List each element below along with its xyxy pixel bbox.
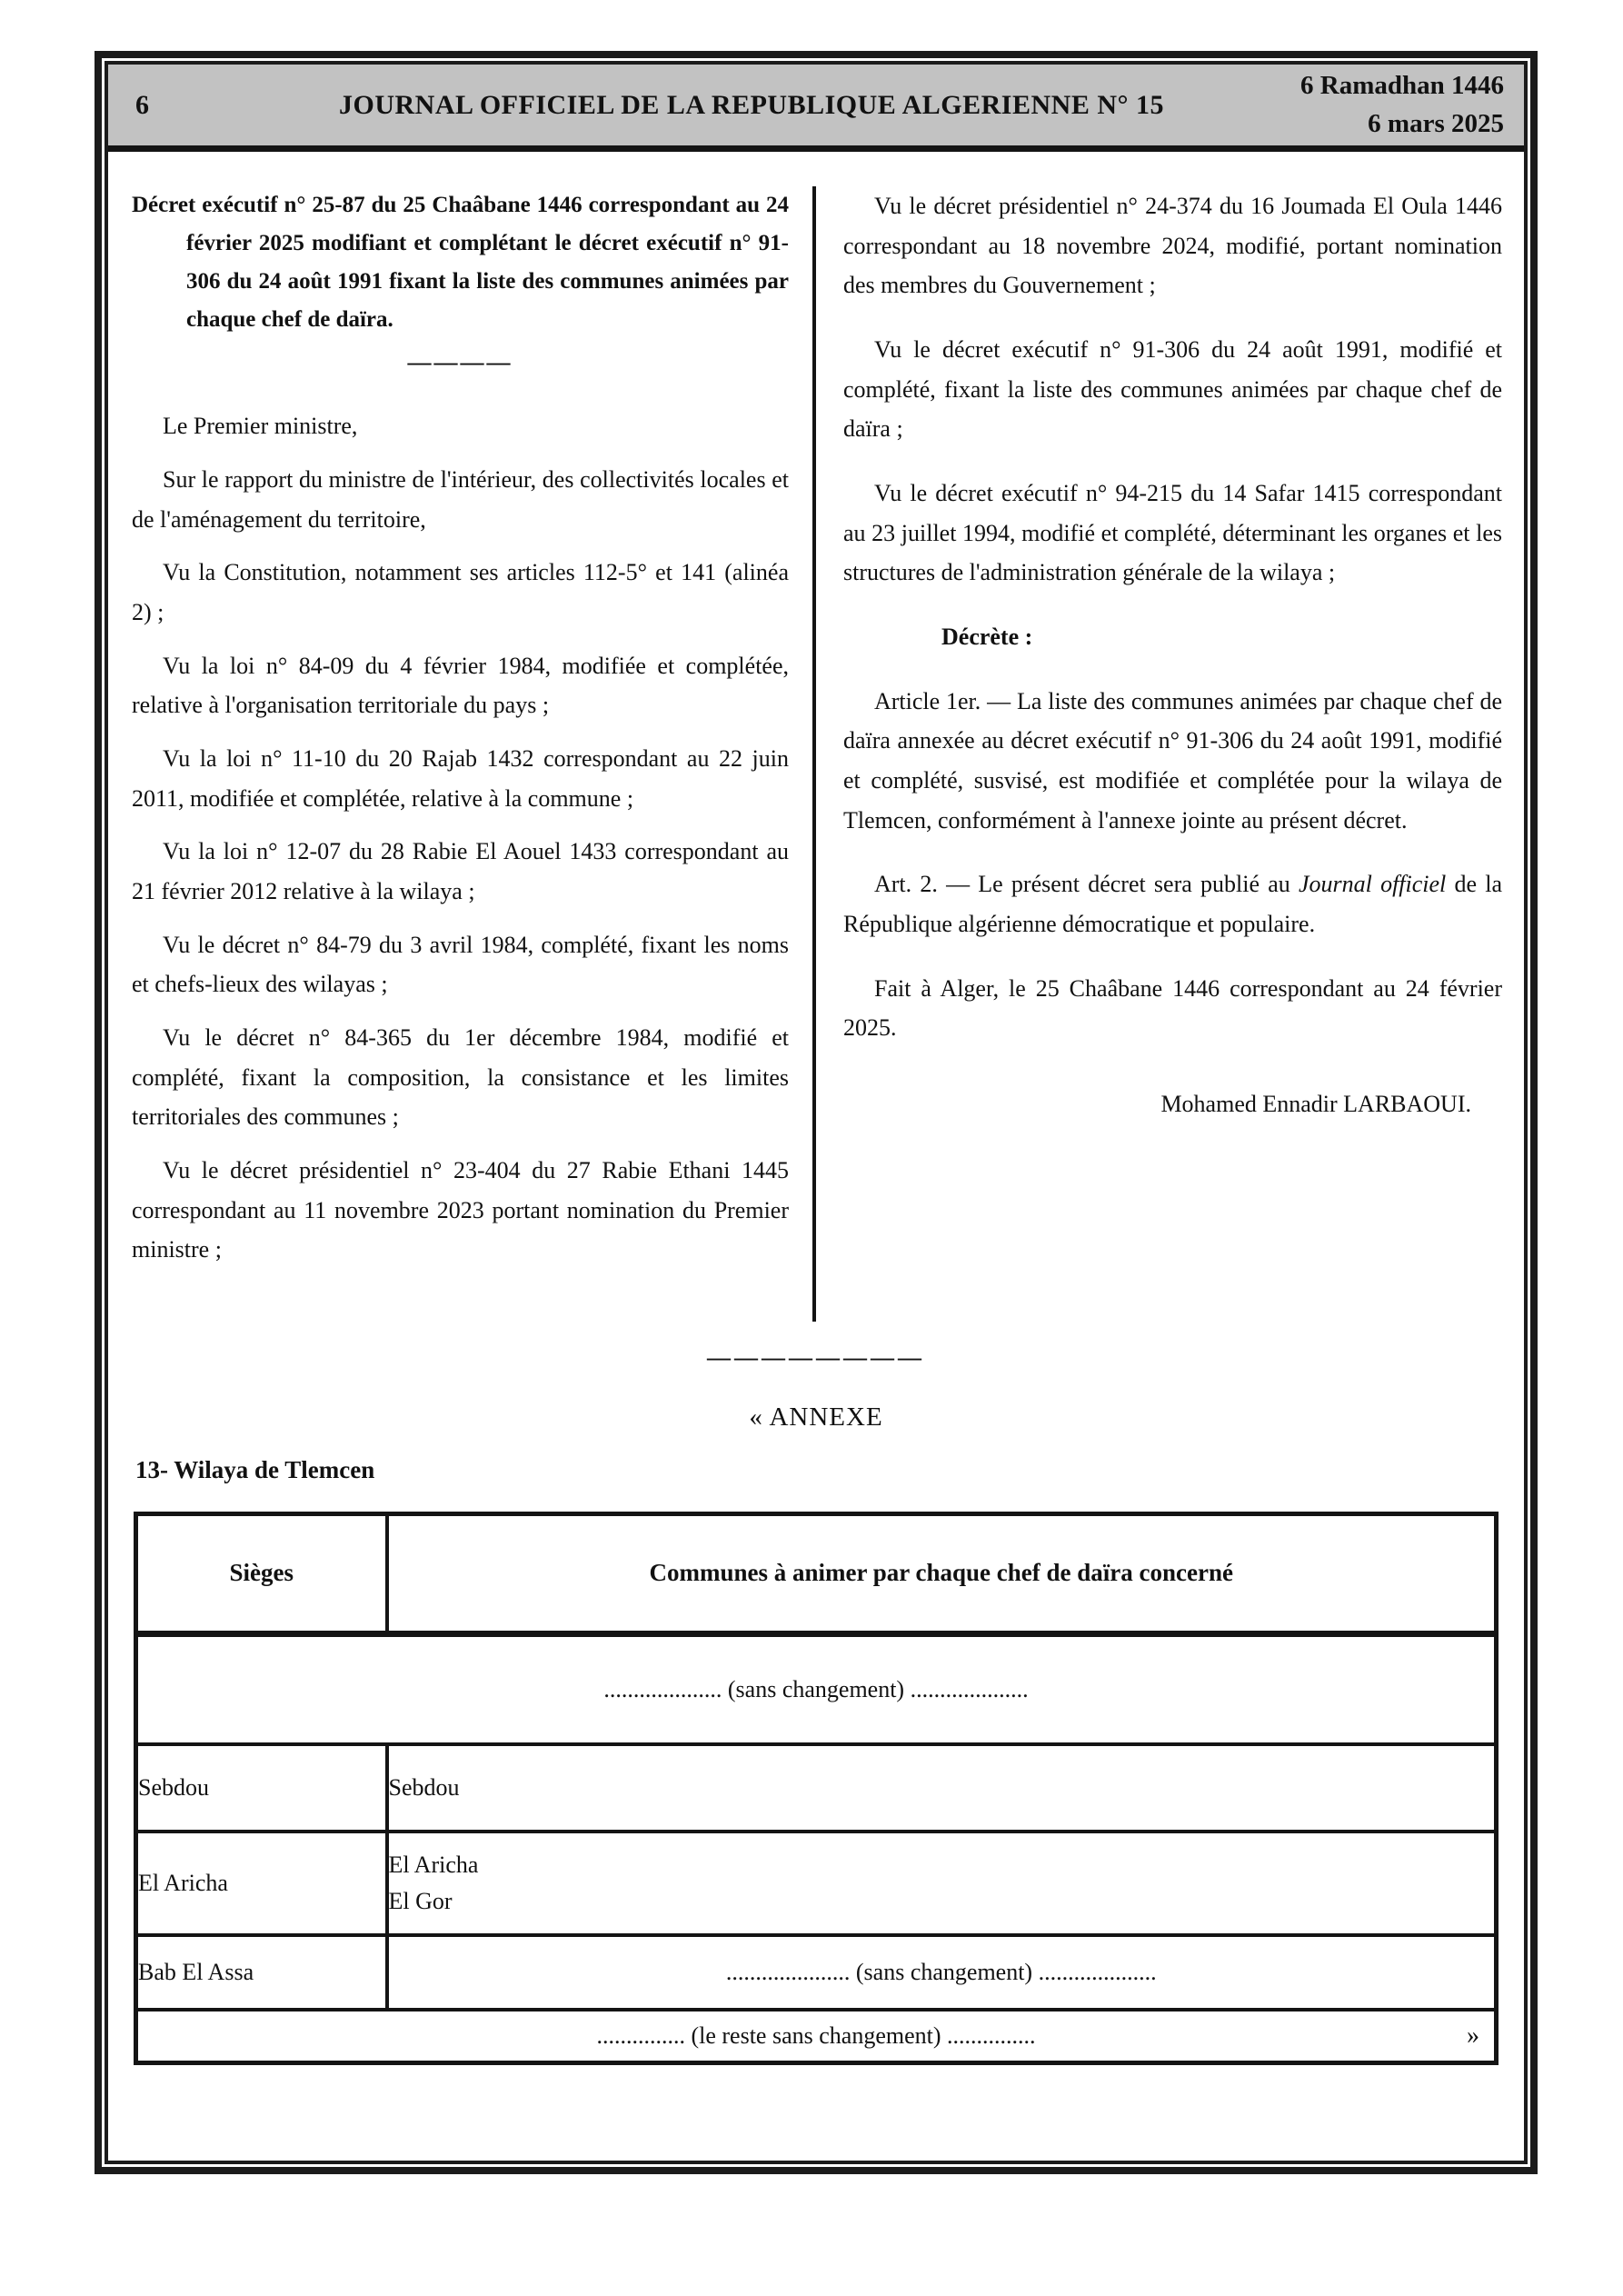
- annex-table: [134, 1512, 1499, 2065]
- table-cell-siege-sebdou: Sebdou: [136, 1744, 387, 1832]
- right-column: [816, 186, 1524, 1322]
- decrete-heading: Décrète :: [941, 624, 1033, 651]
- article-2-text: Art. 2. — Le présent décret sera publié au: [874, 871, 1299, 898]
- masthead-dates: [1250, 67, 1504, 142]
- paragraph-decret-84-79: Vu le décret n° 84-79 du 3 avril 1984, complété, fixant les noms et chefs-lieux des wilayas ;: [132, 931, 789, 998]
- table-cell-communes-bab-el-assa: ..................... (sans changement) ....................: [387, 1935, 1497, 2010]
- annexe-label: « ANNEXE: [749, 1402, 883, 1432]
- commune-name: Sebdou: [388, 1773, 460, 1801]
- paragraph-decret-94-215: Vu le décret exécutif n° 94-215 du 14 Safar 1415 correspondant au 23 juillet 1994, modifié et complété, déterminant les organes et les structures de l'administration générale de la wilaya ;: [843, 480, 1502, 586]
- decree-body: [108, 152, 1524, 1322]
- paragraph-loi-12-07: Vu la loi n° 12-07 du 28 Rabie El Aouel 1433 correspondant au 21 février 2012 relative à la wilaya ;: [132, 838, 789, 905]
- table-cell-siege-el-aricha: El Aricha: [136, 1832, 387, 1935]
- table-cell-siege-bab-el-assa: Bab El Assa: [136, 1935, 387, 2010]
- journal-officiel-italic: Journal officiel: [1298, 871, 1447, 898]
- table-row: [136, 1832, 1497, 1935]
- table-row: [136, 2010, 1497, 2062]
- annex-separator: ————————: [707, 1344, 925, 1372]
- commune-name: El Aricha: [388, 1851, 479, 1878]
- table-row: [136, 1744, 1497, 1832]
- table-header-row: [136, 1513, 1497, 1633]
- paragraph-loi-11-10: Vu la loi n° 11-10 du 20 Rajab 1432 correspondant au 22 juin 2011, modifiée et complétée, relative à la commune ;: [132, 745, 789, 812]
- page-number: 6: [135, 89, 149, 120]
- table-header-sieges: Sièges: [136, 1513, 387, 1633]
- table-row: [136, 1633, 1497, 1744]
- page-frame-inner: [105, 61, 1528, 2164]
- decree-title: Décret exécutif n° 25-87 du 25 Chaâbane 1446 correspondant au 24 février 2025 modifiant et complétant le décret exécutif n° 91-306 du 24 août 1991 fixant la liste des communes animées par chaque chef de daïra.: [132, 193, 789, 332]
- date-gregorian: 6 mars 2025: [1368, 108, 1504, 138]
- paragraph-decret-24-374: Vu le décret présidentiel n° 24-374 du 16 Joumada El Oula 1446 correspondant au 18 novembre 2024, modifié, portant nomination des membres du Gouvernement ;: [843, 193, 1502, 299]
- table-cell-communes-sebdou: [387, 1744, 1497, 1832]
- masthead: [108, 65, 1524, 152]
- fait-a-alger-line: Fait à Alger, le 25 Chaâbane 1446 correspondant au 24 février 2025.: [843, 974, 1502, 1042]
- table-cell-le-reste: [136, 2010, 1497, 2062]
- paragraph-loi-84-09: Vu la loi n° 84-09 du 4 février 1984, modifiée et complétée, relative à l'organisation territoriale du pays ;: [132, 652, 789, 719]
- paragraph-decret-84-365: Vu le décret n° 84-365 du 1er décembre 1984, modifié et complété, fixant la composition, la consistance et les limites territoriales des communes ;: [132, 1024, 789, 1131]
- article-1: Article 1er. — La liste des communes animées par chaque chef de daïra annexée au décret exécutif n° 91-306 du 24 août 1991, modifié et complété, susvisé, est modifiée et complétée pour la wilaya de Tlemcen, conformément à l'annexe jointe au présent décret.: [843, 687, 1502, 834]
- paragraph-decret-23-404: Vu le décret présidentiel n° 23-404 du 27 Rabie Ethani 1445 correspondant au 11 novembre 2023 portant nomination du Premier ministre ;: [132, 1157, 789, 1263]
- table-cell-communes-el-aricha: [387, 1832, 1497, 1935]
- le-reste-text: ............... (le reste sans changement) ...............: [596, 2021, 1036, 2049]
- article-2-text-end: de la République algérienne démocratique et populaire.: [843, 871, 1502, 938]
- closing-guillemet: »: [1467, 2021, 1479, 2050]
- table-header-communes: Communes à animer par chaque chef de daïra concerné: [387, 1513, 1497, 1633]
- paragraph-decret-91-306: Vu le décret exécutif n° 91-306 du 24 août 1991, modifié et complété, fixant la liste des communes animées par chaque chef de daïra ;: [843, 336, 1502, 443]
- table-row: [136, 1935, 1497, 2010]
- paragraph-premier-ministre: Le Premier ministre,: [163, 413, 358, 440]
- commune-name: El Gor: [388, 1888, 453, 1915]
- table-cell-sans-changement: .................... (sans changement) ....................: [136, 1633, 1497, 1744]
- dash-separator: ————: [407, 349, 513, 375]
- paragraph-constitution: Vu la Constitution, notamment ses articles 112-5° et 141 (alinéa 2) ;: [132, 559, 789, 626]
- left-column: [108, 186, 816, 1322]
- article-2: [843, 864, 1502, 943]
- signature: Mohamed Ennadir LARBAOUI.: [1160, 1091, 1471, 1118]
- date-hijri: 6 Ramadhan 1446: [1300, 71, 1504, 101]
- journal-title: JOURNAL OFFICIEL DE LA REPUBLIQUE ALGERIENNE N° 15: [339, 89, 1164, 120]
- paragraph-rapport: Sur le rapport du ministre de l'intérieur, des collectivités locales et de l'aménagement du territoire,: [132, 466, 789, 533]
- page-frame: [95, 51, 1538, 2174]
- wilaya-heading: 13- Wilaya de Tlemcen: [135, 1455, 375, 1483]
